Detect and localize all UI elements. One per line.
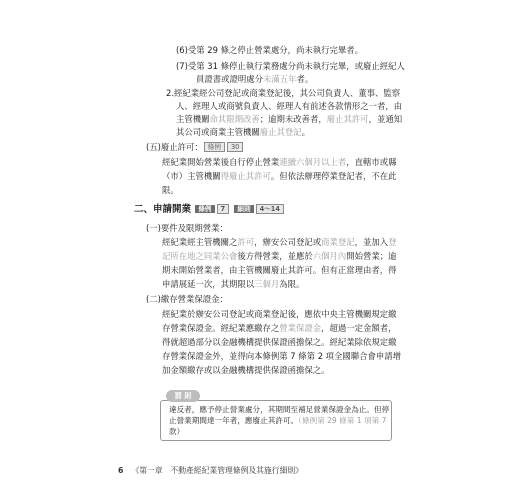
- rules-article-tag: 4～14: [256, 204, 284, 214]
- subsection-1-line4: 申請展延一次，其期限以三個月為限。: [162, 279, 305, 289]
- item-7-line1: (7)受第 31 條停止執行業務處分尚未執行完畢，或廢止經紀人: [176, 61, 405, 71]
- section-5-line2: （市）主管機關得廢止其許可。但依法辦理停業登記者，不在此: [162, 171, 397, 181]
- page-number: 6: [118, 466, 124, 475]
- subsection-1-title: (一)要件及限期營業：: [146, 223, 228, 233]
- item-2-line4: 其公司或商業主管機關廢止其登記。: [176, 127, 310, 137]
- rules-tag: 細則: [234, 205, 253, 213]
- item-6: (6)受第 29 條之停止營業處分，尚未執行完畢者。: [176, 45, 363, 55]
- item-2-line2: 人、經理人或商號負責人、經理人有前述各款情形之一者，由: [176, 101, 403, 111]
- subsection-1-line1: 經紀業經主管機關之許可，辦安公司登記或商業登記，並加入登: [162, 237, 397, 247]
- subsection-2-line4: 存營業保證金外，並得向本條例第 7 條第 2 項全國聯合會申請增: [162, 351, 402, 361]
- subsection-2-line2: 存營業保證金。經紀業應繳存之營業保證金，超過一定金額者，: [162, 323, 397, 333]
- penalty-line3: 款）: [169, 427, 185, 436]
- page-footer: [118, 466, 303, 476]
- item-2-line1: 2.經紀業經公司登記或商業登記後，其公司負責人、董事、監察: [166, 88, 401, 98]
- penalty-line1: 違反者，應予停止營業處分，其期間至補足營業保證金為止。但停: [169, 405, 390, 414]
- law-tag: 條例: [195, 205, 214, 213]
- penalty-line2: 止營業期間達一年者，應廢止其許可。（條例第 29 條第 1 項第 7: [169, 416, 387, 425]
- subsection-1-line2: 記所在地之同業公會後方得營業，並應於六個月內開始營業；逾: [162, 251, 397, 261]
- penalty-note-box: [160, 400, 392, 441]
- section-5-line1: 經紀業開始營業後自行停止營業連續六個月以上者，直轄市或縣: [162, 157, 397, 167]
- penalty-note: [160, 390, 390, 440]
- item-7-line2: 員證書或證明處分未滿五年者。: [196, 74, 314, 84]
- subsection-2-line5: 加金額繳存或以金融機構提供保證函擔保之。: [162, 365, 330, 375]
- article-tag: 30: [227, 142, 243, 152]
- subsection-2-line3: 得就超過部分以金融機構提供保證函擔保之。經紀業除依規定繳: [162, 337, 397, 347]
- section-5-heading: (五)廢止許可： 條例 30: [146, 141, 244, 153]
- item-2-line3: 主管機關命其限期改善；逾期未改善者，廢止其許可，並通知: [176, 114, 403, 124]
- law-tag: 條例: [204, 142, 225, 152]
- penalty-badge: 罰 則: [166, 390, 200, 402]
- subsection-1-line3: 期未開始營業者，由主管機關廢止其許可。但有正當理由者，得: [162, 265, 397, 275]
- section-5-line3: 限。: [162, 185, 179, 195]
- subsection-2-title: (二)繳存營業保證金：: [146, 294, 228, 304]
- article-tag: 7: [217, 204, 230, 214]
- section-2-title: 二、申請開業 條例 7 細則 4～14: [134, 203, 285, 216]
- subsection-2-line1: 經紀業於辦安公司登記或商業登記後，應依中央主管機關規定繳: [162, 309, 397, 319]
- chapter-title: 《第一章 不動產經紀業管理條例及其施行細則》: [131, 466, 303, 475]
